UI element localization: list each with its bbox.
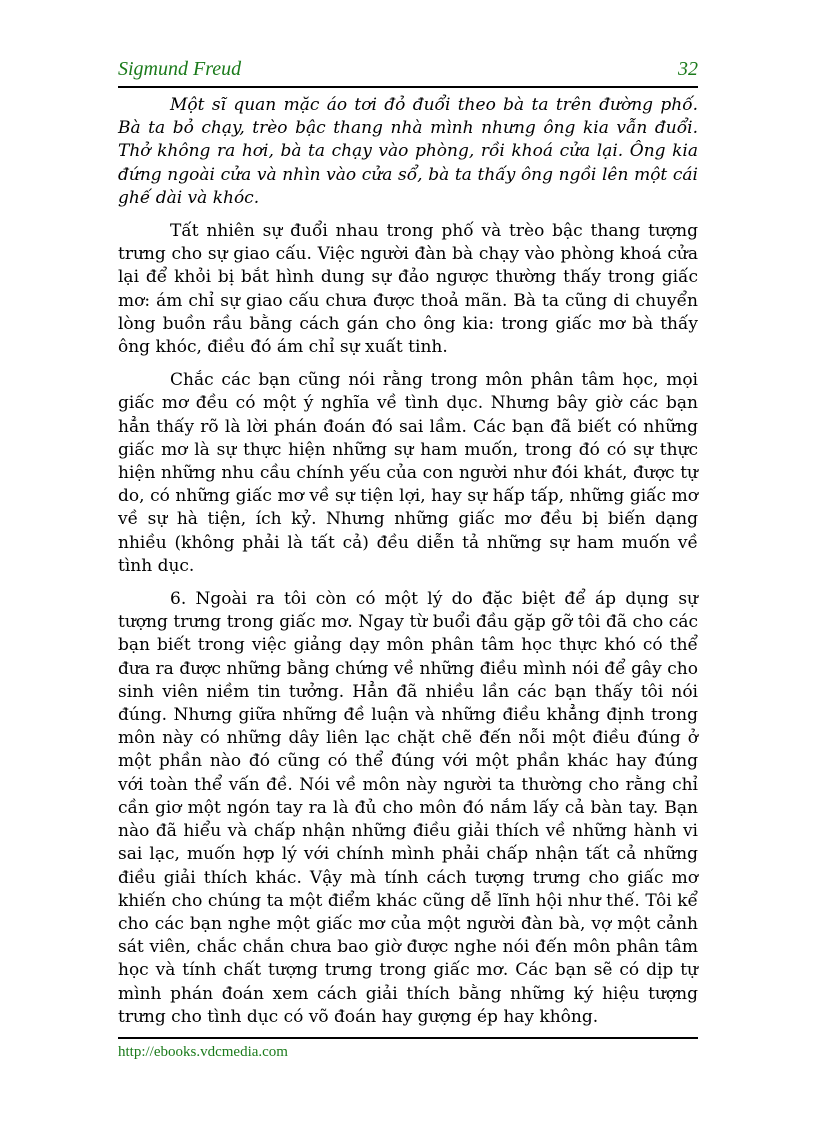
page-number: 32 xyxy=(678,58,698,80)
paragraph-dream-narrative: Một sĩ quan mặc áo tơi đỏ đuổi theo bà ta trên đường phố. Bà ta bỏ chạy, trèo bậc thang nhà mình nhưng ông kia vẫn đuổi. Thở không ra hơi, bà ta chạy vào phòng, rồi khoá cửa lại. Ông kia đứng ngoài cửa và nhìn vào cửa sổ, bà ta thấy ông ngồi lên một cái ghế dài và khóc. xyxy=(118,95,698,208)
footer-divider xyxy=(118,1037,698,1039)
page-header xyxy=(118,58,698,88)
paragraph: Chắc các bạn cũng nói rằng trong môn phân tâm học, mọi giấc mơ đều có một ý nghĩa về tình dục. Nhưng bây giờ các bạn hẳn thấy rõ là lời phán đoán đó sai lầm. Các bạn đã biết có những giấc mơ là sự thực hiện những sự ham muốn, trong đó có sự thực hiện những nhu cầu chính yếu của con người như đói khát, được tự do, có những giấc mơ về sự tiện lợi, hay sự hấp tấp, những giấc mơ về sự hà tiện, ích kỷ. Nhưng những giấc mơ đều bị biến dạng nhiều (không phải là tất cả) đều diễn tả những sự ham muốn về tình dục. xyxy=(118,370,698,576)
header-author: Sigmund Freud xyxy=(118,58,242,80)
paragraph: 6. Ngoài ra tôi còn có một lý do đặc biệt để áp dụng sự tượng trưng trong giấc mơ. Ngay từ buổi đầu gặp gỡ tôi đã cho các bạn biết trong việc giảng dạy môn phân tâm học thực khó có thể đưa ra được những bằng chứng về những điều mình nói để gây cho sinh viên niềm tin tưởng. Hẳn đã nhiều lần các bạn thấy tôi nói đúng. Nhưng giữa những đề luận và những điều khẳng định trong môn này có những dây liên lạc chặt chẽ đến nỗi một điều đúng ở một phần nào đó cũng có thể đúng với một phần khác hay đúng với toàn thể vấn đề. Nói về môn này người ta thường cho rằng chỉ cần giơ một ngón tay ra là đủ cho môn đó nắm lấy cả bàn tay. Bạn nào đã hiểu và chấp nhận những điều giải thích về những hành vi sai lạc, muốn hợp lý với chính mình phải chấp nhận tất cả những điều giải thích khác. Vậy mà tính cách tượng trưng cho giấc mơ khiến cho chúng ta một điểm khác cũng dễ lĩnh hội như thế. Tôi kể cho các bạn nghe một giấc mơ của một người đàn bà, vợ một cảnh sát viên, chắc chắn chưa bao giờ được nghe nói đến môn phân tâm học và tính chất tượng trưng trong giấc mơ. Các bạn sẽ có dịp tự mình phán đoán xem cách giải thích bằng những ký hiệu tượng trưng cho tình dục có võ đoán hay gượng ép hay không. xyxy=(118,589,698,1027)
body-text xyxy=(118,94,698,1039)
footer-url-link[interactable]: http://ebooks.vdcmedia.com xyxy=(118,1044,288,1060)
paragraph: Tất nhiên sự đuổi nhau trong phố và trèo bậc thang tượng trưng cho sự giao cấu. Việc người đàn bà chạy vào phòng khoá cửa lại để khỏi bị bắt hình dung sự đảo ngược thường thấy trong giấc mơ: ám chỉ sự giao cấu chưa được thoả mãn. Bà ta cũng di chuyển lòng buồn rầu bằng cách gán cho ông kia: trong giấc mơ bà thấy ông khóc, điều đó ám chỉ sự xuất tinh. xyxy=(118,221,698,358)
